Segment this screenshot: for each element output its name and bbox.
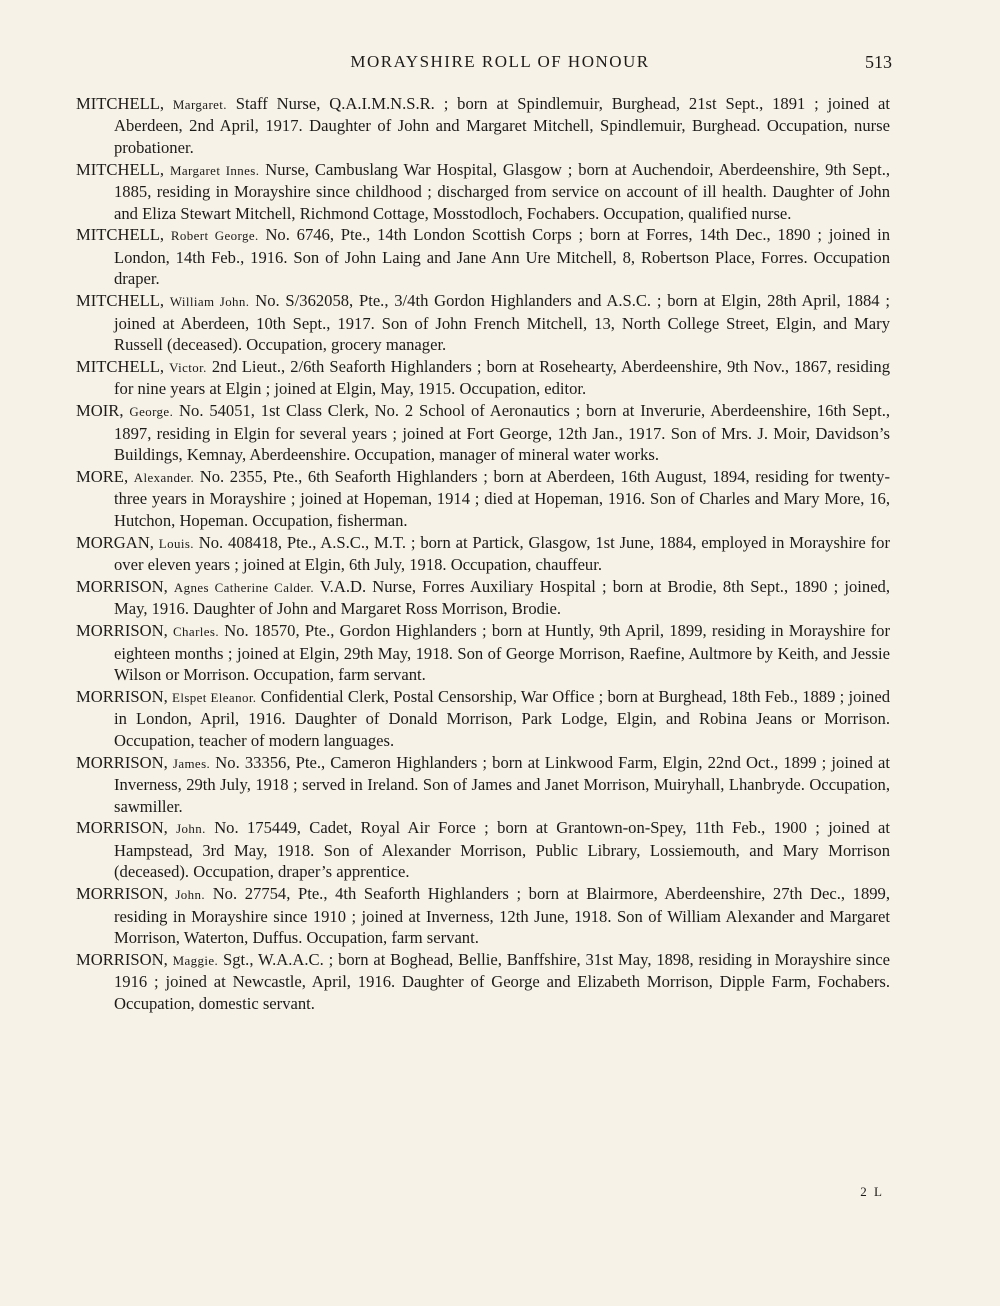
roll-entry xyxy=(76,817,890,882)
entry-given-name: Maggie. xyxy=(172,952,219,968)
roll-entries xyxy=(76,93,890,1015)
roll-entry xyxy=(76,466,890,531)
roll-entry xyxy=(76,356,890,400)
roll-entry xyxy=(76,576,890,620)
entry-details: No. 175449, Cadet, Royal Air Force ; born at Grantown-on-Spey, 11th Feb., 1900 ; joined at Hampstead, 3rd May, 1918. Son of Alexander Morrison, Public Library, Lossiemouth, and Mary Morrison (deceased). Occupation, draper’s apprentice. xyxy=(114,818,891,882)
entry-given-name: Charles. xyxy=(173,624,219,640)
entry-details: No. 33356, Pte., Cameron Highlanders ; born at Linkwood Farm, Elgin, 22nd Oct., 1899 ; joined at Inverness, 29th July, 1918 ; served in Ireland. Son of James and Janet Morrison, Muiryhall, Lhanbryde. Occupation, sawmiller. xyxy=(114,752,891,816)
entry-details: No. 408418, Pte., A.S.C., M.T. ; born at Partick, Glasgow, 1st June, 1884, employed in Morayshire for over eleven years ; joined at Elgin, 6th July, 1918. Occupation, chauffeur. xyxy=(114,532,890,575)
roll-entry xyxy=(76,883,890,948)
signature-mark: 2 L xyxy=(860,1184,884,1199)
entry-given-name: William John. xyxy=(169,294,250,310)
entry-details: No. 18570, Pte., Gordon Highlanders ; born at Huntly, 9th April, 1899, residing in Morayshire for eighteen months ; joined at Elgin, 29th May, 1918. Son of George Morrison, Raefine, Aultmore by Keith, and Jessie Wilson or Morrison. Occupation, farm servant. xyxy=(114,621,890,685)
entry-given-name: John. xyxy=(176,821,206,837)
entry-details: Sgt., W.A.A.C. ; born at Boghead, Bellie, Banffshire, 31st May, 1898, residing in Morayshire since 1916 ; joined at Newcastle, April, 1916. Daughter of George and Elizabeth Morrison, Dipple Farm, Fochabers. Occupation, domestic servant. xyxy=(114,949,891,1013)
entry-surname: MITCHELL, xyxy=(76,291,165,311)
entry-surname: MORE, xyxy=(76,466,129,486)
entry-surname: MITCHELL, xyxy=(76,356,165,376)
entry-details: No. S/362058, Pte., 3/4th Gordon Highlanders and A.S.C. ; born at Elgin, 28th April, 1884 ; joined at Aberdeen, 10th Sept., 1917. Son of John French Mitchell, 13, North College Street, Elgin, and Mary Russell (deceased). Occupation, grocery manager. xyxy=(114,291,890,354)
entry-surname: MORRISON, xyxy=(76,686,168,706)
entry-given-name: Victor. xyxy=(169,359,207,375)
entry-details: 2nd Lieut., 2/6th Seaforth Highlanders ; born at Rosehearty, Aberdeenshire, 9th Nov., 1867, residing for nine years at Elgin ; joined at Elgin, May, 1915. Occupation, editor. xyxy=(114,356,891,399)
roll-entry xyxy=(76,532,890,576)
entry-given-name: Agnes Catherine Calder. xyxy=(173,579,314,595)
entry-details: Confidential Clerk, Postal Censorship, War Office ; born at Burghead, 18th Feb., 1889 ; joined in London, April, 1916. Daughter of Donald Morrison, Park Lodge, Elgin, and Robina Jeans or Morrison. Occupation, teacher of modern languages. xyxy=(114,686,890,750)
entry-surname: MORRISON, xyxy=(76,752,168,772)
entry-given-name: John. xyxy=(175,887,206,903)
entry-given-name: Alexander. xyxy=(133,469,195,485)
roll-entry xyxy=(76,224,890,289)
roll-entry xyxy=(76,159,890,224)
entry-surname: MORRISON, xyxy=(76,576,168,596)
entry-surname: MORRISON, xyxy=(76,621,168,641)
entry-details: No. 54051, 1st Class Clerk, No. 2 School of Aeronautics ; born at Inverurie, Aberdeenshire, 16th Sept., 1897, residing in Elgin for several years ; joined at Fort George, 12th Jan., 1917. Son of Mrs. J. Moir, Davidson’s Buildings, Kemnay, Aberdeenshire. Occupation, manager of mineral water works. xyxy=(114,401,890,464)
entry-details: Nurse, Cambuslang War Hospital, Glasgow ; born at Auchendoir, Aberdeenshire, 9th Sept., 1885, residing in Morayshire since childhood ; discharged from service on account of ill health. Daughter of John and Eliza Stewart Mitchell, Richmond Cottage, Mosstodloch, Fochabers. Occupation, qualified nurse. xyxy=(114,159,891,223)
entry-surname: MITCHELL, xyxy=(76,225,165,245)
entry-surname: MOIR, xyxy=(76,401,124,421)
roll-entry xyxy=(76,290,890,355)
entry-given-name: George. xyxy=(129,404,174,420)
entry-details: No. 6746, Pte., 14th London Scottish Corps ; born at Forres, 14th Dec., 1890 ; joined in London, 14th Feb., 1916. Son of John Laing and Jane Ann Ure Mitchell, 8, Robertson Place, Forres. Occupation draper. xyxy=(114,225,890,289)
entry-given-name: Robert George. xyxy=(170,228,259,244)
running-head xyxy=(0,52,1000,76)
roll-entry xyxy=(76,752,890,817)
entry-given-name: Margaret. xyxy=(172,97,227,112)
entry-details: No. 2355, Pte., 6th Seaforth Highlanders ; born at Aberdeen, 16th August, 1894, residing for twenty-three years in Morayshire ; joined at Hopeman, 1914 ; died at Hopeman, 1916. Son of Charles and Mary More, 16, Hutchon, Hopeman. Occupation, fisherman. xyxy=(114,466,890,530)
entry-given-name: James. xyxy=(172,755,211,771)
entry-surname: MORRISON, xyxy=(76,949,168,969)
roll-entry xyxy=(76,400,890,465)
roll-entry xyxy=(76,620,890,685)
page-title: MORAYSHIRE ROLL OF HONOUR xyxy=(350,52,650,71)
entry-surname: MORGAN, xyxy=(76,532,154,552)
entry-details: No. 27754, Pte., 4th Seaforth Highlanders ; born at Blairmore, Aberdeenshire, 27th Dec., 1899, residing in Morayshire since 1910 ; joined at Inverness, 12th June, 1918. Son of William Alexander and Margaret Morrison, Waterton, Duffus. Occupation, farm servant. xyxy=(114,884,890,947)
entry-given-name: Louis. xyxy=(158,535,194,551)
roll-entry xyxy=(76,93,890,158)
roll-entry xyxy=(76,949,890,1014)
entry-surname: MITCHELL, xyxy=(76,159,165,179)
entry-given-name: Elspet Eleanor. xyxy=(172,689,257,705)
entry-surname: MITCHELL, xyxy=(76,94,165,113)
entry-given-name: Margaret Innes. xyxy=(169,162,260,178)
entry-surname: MORRISON, xyxy=(76,884,168,904)
roll-entry xyxy=(76,686,890,751)
entry-details: V.A.D. Nurse, Forres Auxiliary Hospital ; born at Brodie, 8th Sept., 1890 ; joined, May, 1916. Daughter of John and Margaret Ross Morrison, Brodie. xyxy=(114,576,890,619)
entry-surname: MORRISON, xyxy=(76,818,168,838)
entry-details: Staff Nurse, Q.A.I.M.N.S.R. ; born at Spindlemuir, Burghead, 21st Sept., 1891 ; joined at Aberdeen, 2nd April, 1917. Daughter of John and Margaret Mitchell, Spindlemuir, Burghead. Occupation, nurse probationer. xyxy=(114,94,890,157)
page-number: 513 xyxy=(865,52,892,72)
